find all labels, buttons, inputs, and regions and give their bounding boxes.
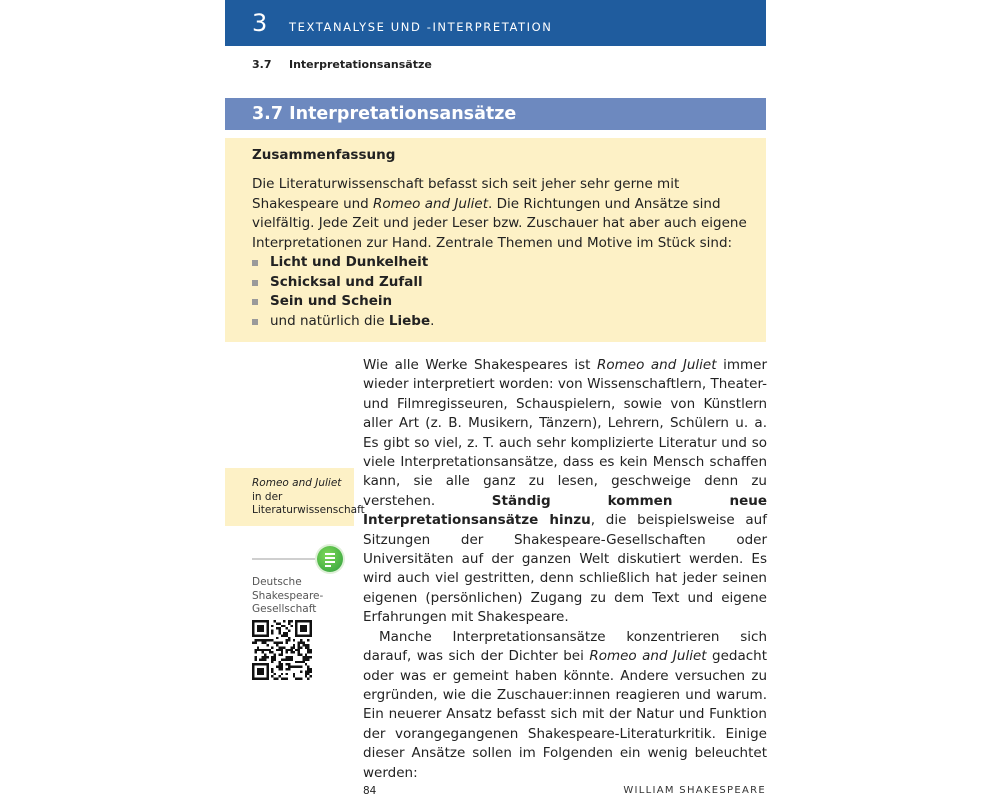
document-lines-icon[interactable] xyxy=(317,546,343,572)
page-number: 84 xyxy=(363,785,377,797)
summary-intro: Die Literaturwissenschaft befasst sich seit jeher sehr gerne mit Shakespeare und Romeo and Juliet. Die Richtungen und Ansätze sind vielfältig. Jede Zeit und jeder Leser bzw. Zuschauer hat aber auch eigene Interpretationen zur Hand. Zentrale Themen und Motive im Stück sind: xyxy=(252,176,747,251)
themes-list xyxy=(252,253,434,331)
square-bullet-icon xyxy=(252,280,258,286)
square-bullet-icon xyxy=(252,299,258,305)
section-title-bar xyxy=(225,98,766,130)
link-divider xyxy=(252,558,318,560)
chapter-header-bar xyxy=(225,0,766,46)
chapter-number: 3 xyxy=(252,9,268,37)
body-text xyxy=(363,356,767,783)
chapter-title: TEXTANALYSE UND -INTERPRETATION xyxy=(289,20,553,34)
qr-code-icon[interactable] xyxy=(252,620,312,680)
square-bullet-icon xyxy=(252,260,258,266)
running-section-label: Interpretationsansätze xyxy=(289,58,432,71)
margin-note-text: Romeo and Juliet in der Literaturwissenschaft xyxy=(252,477,365,516)
margin-note xyxy=(225,468,365,526)
link-caption: Deutsche Shakespeare-Gesellschaft xyxy=(252,576,324,615)
list-item: Licht und Dunkelheit xyxy=(252,253,434,273)
book-page xyxy=(225,0,766,800)
list-item: und natürlich die Liebe. xyxy=(252,312,434,332)
summary-heading: Zusammenfassung xyxy=(252,147,396,163)
summary-box xyxy=(225,138,766,342)
list-item: Sein und Schein xyxy=(252,292,434,312)
running-footer: WILLIAM SHAKESPEARE xyxy=(623,785,766,796)
running-section-number: 3.7 xyxy=(252,58,272,71)
paragraph: Wie alle Werke Shakespeares ist Romeo and Juliet immer wieder interpretiert worden: von Wissenschaftlern, Theater- und Filmregisseuren, Schauspielern, sowie von Künstlern aller Art (z. B. Musikern, Tänzern), Lehrern, Schülern u. a. Es gibt so viel, z. T. auch sehr komplizierte Literatur und so viele Interpretationsansätze, dass es kein Mensch schaffen kann, sie alle ganz zu lesen, geschweige denn zu verstehen. Ständig kommen neue Interpretationsansätze hinzu, die beispielsweise auf Sitzungen der Shakespeare-Gesellschaften oder Universitäten auf der ganzen Welt diskutiert werden. Es wird auch viel gestritten, denn schließlich hat jeder seinen eigenen (persönlichen) Zugang zu dem Text und eigene Erfahrungen mit Shakespeare. xyxy=(363,357,767,626)
section-title: 3.7 Interpretationsansätze xyxy=(252,104,517,124)
paragraph: Manche Interpretationsansätze konzentrieren sich darauf, was sich der Dichter bei Romeo and Juliet gedacht oder was er gemeint haben könnte. Andere versuchen zu ergründen, wie die Zuschauer:innen reagieren und warum. Ein neuerer Ansatz befasst sich mit der Natur und Funktion der vorangegangenen Shakespeare-Literaturkritik. Einige dieser Ansätze sollen im Folgenden ein wenig beleuchtet werden: xyxy=(363,628,768,781)
list-item: Schicksal und Zufall xyxy=(252,273,434,293)
square-bullet-icon xyxy=(252,319,258,325)
